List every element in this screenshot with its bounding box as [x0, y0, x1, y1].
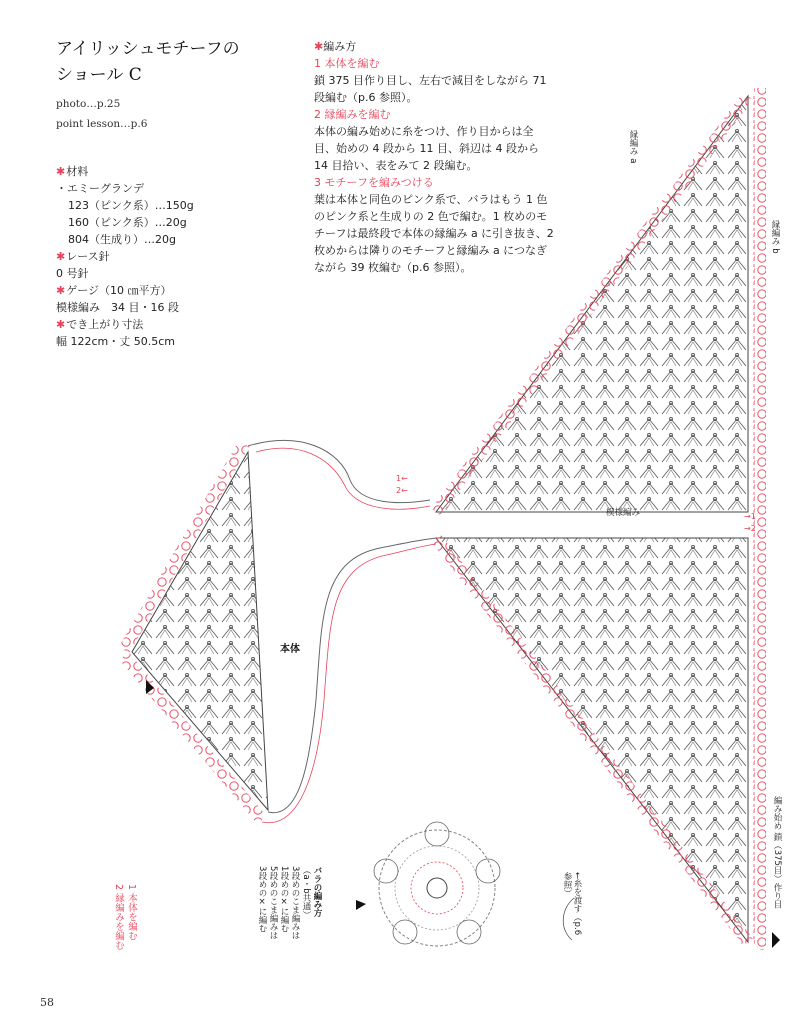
body-label: 本体: [280, 644, 300, 655]
hook-heading: レース針: [66, 250, 110, 263]
hook-size: 0 号針: [56, 267, 89, 280]
edge-a-label: 縁編み a: [628, 130, 638, 164]
asterisk-icon: ✱: [56, 284, 66, 297]
step-1-text: 鎖 375 目作り目し、左右で減目をしながら 71 段編む（p.6 参照）。: [314, 74, 547, 104]
step-3-title: 3 モチーフを編みつける: [314, 176, 434, 189]
rose-line-3: 5段めのこま編みは: [268, 866, 278, 940]
gauge-heading: ゲージ（10 ㎝平方）: [66, 284, 172, 297]
row-marker-2-left: 2←: [396, 486, 408, 495]
lesson-ref: point lesson…p.6: [56, 118, 148, 130]
materials-heading: 材料: [66, 165, 89, 178]
size-heading: でき上がり寸法: [66, 318, 144, 331]
legend-2: 2 縁編みを編む: [113, 884, 124, 951]
step-2-title: 2 縁編みを編む: [314, 108, 391, 121]
yarn-color-2: 160（ピンク系）…20g: [68, 216, 187, 229]
title-line-2: ショール C: [56, 65, 142, 85]
start-label: 編み始め 鎖（375目）作り目: [772, 796, 782, 909]
step-3-text: 葉は本体と同色のピンク系で、バラはもう 1 色のピンク系と生成りの 2 色で編む。1 枚めのモチーフは最終段で本体の縁編み a に引き抜き、2 枚めからは隣りのモチーフと縁編み a につなぎながら 39 枚編む（p.6 参照）。: [314, 193, 554, 274]
thread-note: ←糸を渡す（p.6 参照）: [562, 872, 582, 936]
edge-b-label: 縁編み b: [770, 220, 780, 254]
legend-1: 1 本体を編む: [126, 884, 137, 941]
asterisk-icon: ✱: [314, 40, 324, 53]
asterisk-icon: ✱: [56, 250, 66, 263]
size-value: 幅 122cm・丈 50.5cm: [56, 335, 176, 348]
method-heading: 編み方: [323, 40, 357, 53]
asterisk-icon: ✱: [56, 318, 66, 331]
rose-line-2: 1段めの×に編む: [279, 866, 289, 933]
photo-ref: photo…p.25: [56, 98, 121, 110]
gauge-value: 模様編み 34 目・16 段: [56, 301, 179, 314]
title-line-1: アイリッシュモチーフの: [56, 39, 240, 59]
rose-instructions: [256, 866, 322, 1006]
step-2-text: 本体の編み始めに糸をつけ、作り目からは全目、始めの 4 段から 11 目、斜辺は 4 段から 14 目拾い、表をみて 2 段編む。: [314, 125, 539, 172]
step-legend: [112, 884, 138, 1004]
row-marker-1: →1: [744, 512, 756, 521]
rose-start-marker: [356, 900, 366, 910]
rose-line-1: 3段めのこま編みは: [290, 866, 300, 940]
rose-motif: [374, 822, 500, 946]
yarn-name: ・エミーグランデ: [56, 182, 144, 195]
row-marker-1-left: 1←: [396, 474, 408, 483]
yarn-color-3: 804（生成り）…20g: [68, 233, 176, 246]
pattern-label: 模様編み: [606, 508, 641, 518]
rose-line-4: 3段めの×に編む: [257, 866, 267, 933]
rose-subtitle: （a・b共通）: [301, 866, 311, 920]
step-1-title: 1 本体を編む: [314, 57, 380, 70]
asterisk-icon: ✱: [56, 165, 66, 178]
left-triangle: [132, 452, 268, 810]
yarn-color-1: 123（ピンク系）…150g: [68, 199, 194, 212]
row-marker-2: →2: [744, 524, 756, 533]
page-number: 58: [40, 996, 54, 1009]
rose-title: バラの編み方: [312, 866, 322, 917]
